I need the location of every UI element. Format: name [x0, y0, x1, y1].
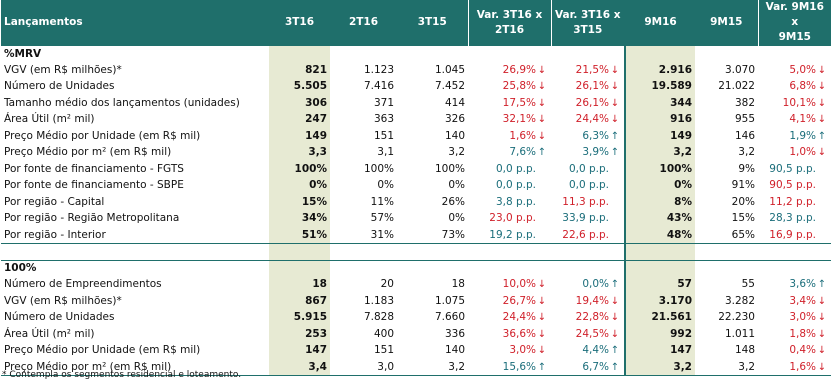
value-9m15: 3,2 [695, 359, 758, 376]
value-3t16: 306 [269, 95, 330, 112]
value-9m16: 48% [625, 227, 695, 244]
variation-cell [758, 343, 831, 360]
value-3t16: 247 [269, 112, 330, 129]
arrow-down-icon: ↓ [610, 97, 620, 109]
row-label: Por região - Capital [4, 195, 105, 208]
section-header-cell [625, 46, 695, 63]
arrow-down-icon: ↓ [610, 295, 620, 307]
table-row [1, 112, 831, 129]
variation-cell [758, 310, 831, 327]
row-label: Área Útil (m² mil) [4, 113, 95, 126]
blank-cell [468, 244, 551, 261]
value-9m15: 91% [731, 179, 755, 192]
section-header-row [1, 46, 831, 63]
header-col-9m16: 9M16 [625, 0, 695, 46]
blank-cell [269, 244, 330, 261]
variation-cell [758, 277, 831, 294]
footnote: * Contempla os segmentos residencial e loteamento. [2, 370, 242, 380]
variation-value: 26,9% [502, 63, 536, 76]
value-2t16: 31% [330, 227, 397, 244]
section-header-cell [330, 260, 397, 277]
value-9m15: 9% [738, 162, 755, 175]
variation-cell [468, 178, 551, 195]
variation-value: 33,9 p.p. [562, 212, 609, 225]
value-9m15: 955 [734, 113, 755, 126]
value-3t15: 7.660 [434, 311, 465, 324]
variation-value: 3,6% [789, 278, 816, 291]
value-9m15: 3.282 [724, 294, 755, 307]
arrow-down-icon: ↓ [610, 114, 620, 126]
launches-table [1, 0, 831, 376]
header-col-var-3t16-3t15: Var. 3T16 x 3T15 [551, 0, 625, 46]
variation-value: 3,0% [509, 344, 536, 357]
arrow-down-icon: ↓ [537, 279, 547, 291]
variation-value: 26,7% [502, 294, 536, 307]
variation-cell [468, 194, 551, 211]
value-9m16: 147 [625, 343, 695, 360]
variation-cell [551, 145, 625, 162]
arrow-up-icon: ↑ [817, 279, 827, 291]
table-row [1, 227, 831, 244]
value-3t15: 1.075 [434, 294, 465, 307]
variation-cell [758, 359, 831, 376]
value-9m15: 55 [741, 278, 755, 291]
table-row [1, 95, 831, 112]
value-3t15: 140 [444, 129, 465, 142]
variation-value: 25,8% [502, 80, 536, 93]
blank-cell [397, 244, 468, 261]
arrow-down-icon: ↓ [537, 130, 547, 142]
value-2t16: 151 [373, 129, 394, 142]
blank-cell [758, 244, 831, 261]
variation-cell [468, 326, 551, 343]
value-3t15: 3,2 [397, 359, 468, 376]
value-2t16: 20 [380, 278, 394, 291]
section-header-cell [695, 260, 758, 277]
arrow-up-icon: ↑ [610, 361, 620, 373]
variation-value: 4,4% [582, 344, 609, 357]
value-9m16: 3,2 [625, 359, 695, 376]
value-3t16: 3,3 [269, 145, 330, 162]
variation-value: 10,0% [502, 278, 536, 291]
value-2t16: 7.828 [363, 311, 394, 324]
arrow-down-icon: ↓ [610, 312, 620, 324]
arrow-down-icon: ↓ [537, 81, 547, 93]
variation-cell [551, 194, 625, 211]
value-9m16: 57 [625, 277, 695, 294]
row-label: VGV (em R$ milhões)* [4, 294, 122, 307]
variation-cell [468, 62, 551, 79]
section-header-cell [551, 46, 625, 63]
value-3t16: 867 [269, 293, 330, 310]
arrow-down-icon: ↓ [537, 328, 547, 340]
table-row [1, 161, 831, 178]
variation-value: 19,4% [575, 294, 609, 307]
value-2t16: 400 [373, 327, 394, 340]
arrow-down-icon: ↓ [817, 147, 827, 159]
value-9m15: 146 [734, 129, 755, 142]
variation-value: 6,7% [582, 360, 609, 373]
value-3t16: 0% [269, 178, 330, 195]
value-9m16: 3,2 [625, 145, 695, 162]
variation-cell [468, 95, 551, 112]
variation-value: 0,0 p.p. [495, 179, 536, 192]
variation-value: 7,6% [509, 146, 536, 159]
value-9m16: 21.561 [625, 310, 695, 327]
value-2t16: 371 [373, 96, 394, 109]
variation-cell [758, 326, 831, 343]
variation-value: 22,6 p.p. [562, 228, 609, 241]
variation-value: 24,4% [502, 311, 536, 324]
table-row [1, 277, 831, 294]
arrow-down-icon: ↓ [817, 295, 827, 307]
variation-cell [758, 79, 831, 96]
row-label: Por região - Região Metropolitana [4, 212, 180, 225]
value-3t15: 100% [434, 162, 465, 175]
value-3t16: 253 [269, 326, 330, 343]
value-9m16: 344 [625, 95, 695, 112]
variation-cell [758, 95, 831, 112]
value-9m16: 3.170 [625, 293, 695, 310]
section-header-cell [551, 260, 625, 277]
variation-cell [468, 211, 551, 228]
value-9m15: 20% [731, 195, 755, 208]
value-9m15: 15% [731, 212, 755, 225]
arrow-down-icon: ↓ [610, 81, 620, 93]
variation-cell [468, 310, 551, 327]
variation-cell [551, 62, 625, 79]
variation-cell [468, 359, 551, 376]
value-3t16: 51% [269, 227, 330, 244]
blank-cell [1, 244, 269, 261]
arrow-up-icon: ↑ [537, 147, 547, 159]
variation-cell [551, 128, 625, 145]
variation-value: 11,3 p.p. [562, 195, 609, 208]
value-9m15: 148 [734, 344, 755, 357]
variation-cell [468, 112, 551, 129]
blank-cell [330, 244, 397, 261]
row-label: Preço Médio por m² (em R$ mil) [4, 146, 172, 159]
blank-cell [695, 244, 758, 261]
value-2t16: 7.416 [363, 80, 394, 93]
value-9m16: 100% [625, 161, 695, 178]
value-2t16: 100% [363, 162, 394, 175]
value-3t15: 326 [444, 113, 465, 126]
variation-value: 10,1% [782, 96, 816, 109]
value-2t16: 1.183 [363, 294, 394, 307]
variation-cell [551, 310, 625, 327]
value-9m15: 21.022 [718, 80, 755, 93]
variation-value: 22,8% [575, 311, 609, 324]
value-9m16: 8% [625, 194, 695, 211]
arrow-up-icon: ↑ [610, 130, 620, 142]
variation-cell [551, 161, 625, 178]
value-9m16: 0% [625, 178, 695, 195]
variation-cell [468, 227, 551, 244]
section-header-row [1, 260, 831, 277]
table-row [1, 310, 831, 327]
variation-value: 24,4% [575, 113, 609, 126]
value-9m16: 19.589 [625, 79, 695, 96]
row-label: Preço Médio por m² (em R$ mil) [1, 359, 269, 376]
value-3t16: 821 [269, 62, 330, 79]
section-header-cell [758, 260, 831, 277]
variation-cell [758, 178, 831, 195]
variation-value: 3,9% [582, 146, 609, 159]
arrow-down-icon: ↓ [817, 114, 827, 126]
value-3t16: 34% [269, 211, 330, 228]
arrow-down-icon: ↓ [817, 64, 827, 76]
variation-value: 0,4% [789, 344, 816, 357]
section-title: 100% [1, 260, 269, 277]
row-label: Preço Médio por Unidade (em R$ mil) [4, 129, 201, 142]
arrow-down-icon: ↓ [610, 64, 620, 76]
variation-value: 32,1% [502, 113, 536, 126]
variation-value: 1,9% [789, 129, 816, 142]
value-2t16: 1.123 [363, 63, 394, 76]
variation-cell [551, 211, 625, 228]
row-label: Preço Médio por Unidade (em R$ mil) [4, 344, 201, 357]
variation-value: 28,3 p.p. [769, 212, 816, 225]
variation-value: 0,0% [582, 278, 609, 291]
variation-cell [551, 79, 625, 96]
value-9m15: 3,2 [738, 146, 755, 159]
arrow-down-icon: ↓ [537, 97, 547, 109]
variation-value: 3,4% [789, 294, 816, 307]
value-2t16: 0% [377, 179, 394, 192]
section-header-cell [269, 46, 330, 63]
value-3t15: 414 [444, 96, 465, 109]
header-label: Lançamentos [1, 0, 269, 46]
value-2t16: 3,1 [377, 146, 394, 159]
header-col-9m15: 9M15 [695, 0, 758, 46]
arrow-down-icon: ↓ [817, 361, 827, 373]
variation-value: 21,5% [575, 63, 609, 76]
value-3t16: 100% [269, 161, 330, 178]
value-3t16: 149 [269, 128, 330, 145]
variation-cell [758, 112, 831, 129]
arrow-up-icon: ↑ [537, 361, 547, 373]
value-3t15: 3,2 [448, 146, 465, 159]
header-col-3t16: 3T16 [269, 0, 330, 46]
value-3t15: 0% [448, 179, 465, 192]
variation-cell [758, 161, 831, 178]
variation-value: 5,0% [789, 63, 816, 76]
variation-cell [468, 79, 551, 96]
variation-cell [551, 326, 625, 343]
variation-cell [758, 145, 831, 162]
section-header-cell [695, 46, 758, 63]
table-row [1, 178, 831, 195]
row-label: Por região - Interior [1, 227, 269, 244]
table-row [1, 145, 831, 162]
variation-value: 1,6% [789, 360, 816, 373]
value-3t16: 15% [269, 194, 330, 211]
value-9m16: 2.916 [625, 62, 695, 79]
variation-value: 26,1% [575, 80, 609, 93]
section-header-cell [468, 260, 551, 277]
variation-value: 24,5% [575, 327, 609, 340]
arrow-down-icon: ↓ [537, 114, 547, 126]
variation-cell [758, 128, 831, 145]
table-row [1, 62, 831, 79]
variation-cell [551, 178, 625, 195]
variation-cell [468, 293, 551, 310]
value-2t16: 57% [370, 212, 394, 225]
value-9m16: 992 [625, 326, 695, 343]
value-9m15: 3.070 [724, 63, 755, 76]
row-label: VGV (em R$ milhões)* [4, 63, 122, 76]
variation-cell [551, 293, 625, 310]
row-label: Tamanho médio dos lançamentos (unidades) [4, 96, 240, 109]
blank-cell [551, 244, 625, 261]
variation-value: 3,8 p.p. [495, 195, 536, 208]
variation-value: 26,1% [575, 96, 609, 109]
variation-value: 1,6% [509, 129, 536, 142]
value-3t16: 5.915 [269, 310, 330, 327]
variation-cell [758, 293, 831, 310]
variation-value: 0,0 p.p. [568, 179, 609, 192]
value-3t16: 5.505 [269, 79, 330, 96]
value-9m16: 149 [625, 128, 695, 145]
value-9m15: 22.230 [718, 311, 755, 324]
header-col-2t16: 2T16 [330, 0, 397, 46]
variation-value: 11,2 p.p. [769, 195, 816, 208]
arrow-down-icon: ↓ [817, 97, 827, 109]
variation-value: 0,0 p.p. [568, 162, 609, 175]
variation-cell [468, 161, 551, 178]
value-3t15: 0% [448, 212, 465, 225]
arrow-up-icon: ↑ [610, 279, 620, 291]
header-col-var-3t16-2t16: Var. 3T16 x 2T16 [468, 0, 551, 46]
section-header-cell [625, 260, 695, 277]
table-row [1, 79, 831, 96]
variation-value: 6,3% [582, 129, 609, 142]
variation-cell [551, 343, 625, 360]
arrow-down-icon: ↓ [537, 64, 547, 76]
value-2t16: 363 [373, 113, 394, 126]
arrow-down-icon: ↓ [817, 81, 827, 93]
row-label: Número de Unidades [4, 80, 115, 93]
variation-cell [758, 227, 831, 244]
value-2t16: 151 [373, 344, 394, 357]
table-row [1, 326, 831, 343]
value-9m16: 43% [625, 211, 695, 228]
variation-cell [758, 62, 831, 79]
value-3t15: 7.452 [434, 80, 465, 93]
row-label: Por fonte de financiamento - SBPE [4, 179, 184, 192]
section-header-cell [397, 260, 468, 277]
variation-value: 17,5% [502, 96, 536, 109]
arrow-down-icon: ↓ [537, 295, 547, 307]
arrow-down-icon: ↓ [610, 328, 620, 340]
section-header-cell [330, 46, 397, 63]
variation-value: 15,6% [502, 360, 536, 373]
variation-cell [551, 95, 625, 112]
value-3t16: 18 [269, 277, 330, 294]
value-3t15: 18 [451, 278, 465, 291]
arrow-down-icon: ↓ [817, 345, 827, 357]
variation-value: 23,0 p.p. [489, 212, 536, 225]
variation-cell [468, 277, 551, 294]
arrow-up-icon: ↑ [610, 147, 620, 159]
variation-value: 1,0% [789, 146, 816, 159]
variation-cell [468, 145, 551, 162]
table-row [1, 343, 831, 360]
blank-row [1, 244, 831, 261]
variation-cell [758, 194, 831, 211]
header-row [1, 0, 831, 46]
variation-value: 19,2 p.p. [489, 228, 536, 241]
section-title: %MRV [1, 46, 269, 63]
row-label: Número de Empreendimentos [4, 278, 162, 291]
variation-cell [468, 343, 551, 360]
variation-cell [468, 128, 551, 145]
header-col-var-9m16-9m15: Var. 9M16 x 9M15 [758, 0, 831, 46]
variation-value: 36,6% [502, 327, 536, 340]
arrow-down-icon: ↓ [817, 312, 827, 324]
arrow-up-icon: ↑ [817, 130, 827, 142]
value-9m15: 1.011 [724, 327, 755, 340]
blank-cell [625, 244, 695, 261]
value-3t16: 147 [269, 343, 330, 360]
variation-cell [551, 112, 625, 129]
value-3t15: 336 [444, 327, 465, 340]
arrow-down-icon: ↓ [817, 328, 827, 340]
value-2t16: 11% [370, 195, 394, 208]
section-header-cell [468, 46, 551, 63]
variation-value: 1,8% [789, 327, 816, 340]
variation-value: 16,9 p.p. [769, 228, 816, 241]
value-3t15: 1.045 [434, 63, 465, 76]
table-row [1, 211, 831, 228]
variation-value: 0,0 p.p. [495, 162, 536, 175]
value-9m15: 65% [695, 227, 758, 244]
header-col-3t15: 3T15 [397, 0, 468, 46]
section-header-cell [397, 46, 468, 63]
row-label: Por fonte de financiamento - FGTS [4, 162, 184, 175]
value-2t16: 3,0 [330, 359, 397, 376]
variation-value: 90,5 p.p. [769, 179, 816, 192]
variation-cell [551, 359, 625, 376]
value-3t16: 3,4 [269, 359, 330, 376]
section-header-cell [758, 46, 831, 63]
row-label: Área Útil (m² mil) [4, 327, 95, 340]
value-9m16: 916 [625, 112, 695, 129]
table-row [1, 194, 831, 211]
table-row [1, 128, 831, 145]
variation-value: 3,0% [789, 311, 816, 324]
value-3t15: 140 [444, 344, 465, 357]
value-3t15: 73% [397, 227, 468, 244]
arrow-down-icon: ↓ [537, 312, 547, 324]
variation-cell [758, 211, 831, 228]
variation-value: 90,5 p.p. [769, 162, 816, 175]
value-9m15: 382 [734, 96, 755, 109]
arrow-down-icon: ↓ [537, 345, 547, 357]
table-row [1, 293, 831, 310]
section-header-cell [269, 260, 330, 277]
variation-cell [551, 277, 625, 294]
variation-cell [551, 227, 625, 244]
variation-value: 4,1% [789, 113, 816, 126]
arrow-up-icon: ↑ [610, 345, 620, 357]
value-3t15: 26% [441, 195, 465, 208]
row-label: Número de Unidades [4, 311, 115, 324]
variation-value: 6,8% [789, 80, 816, 93]
